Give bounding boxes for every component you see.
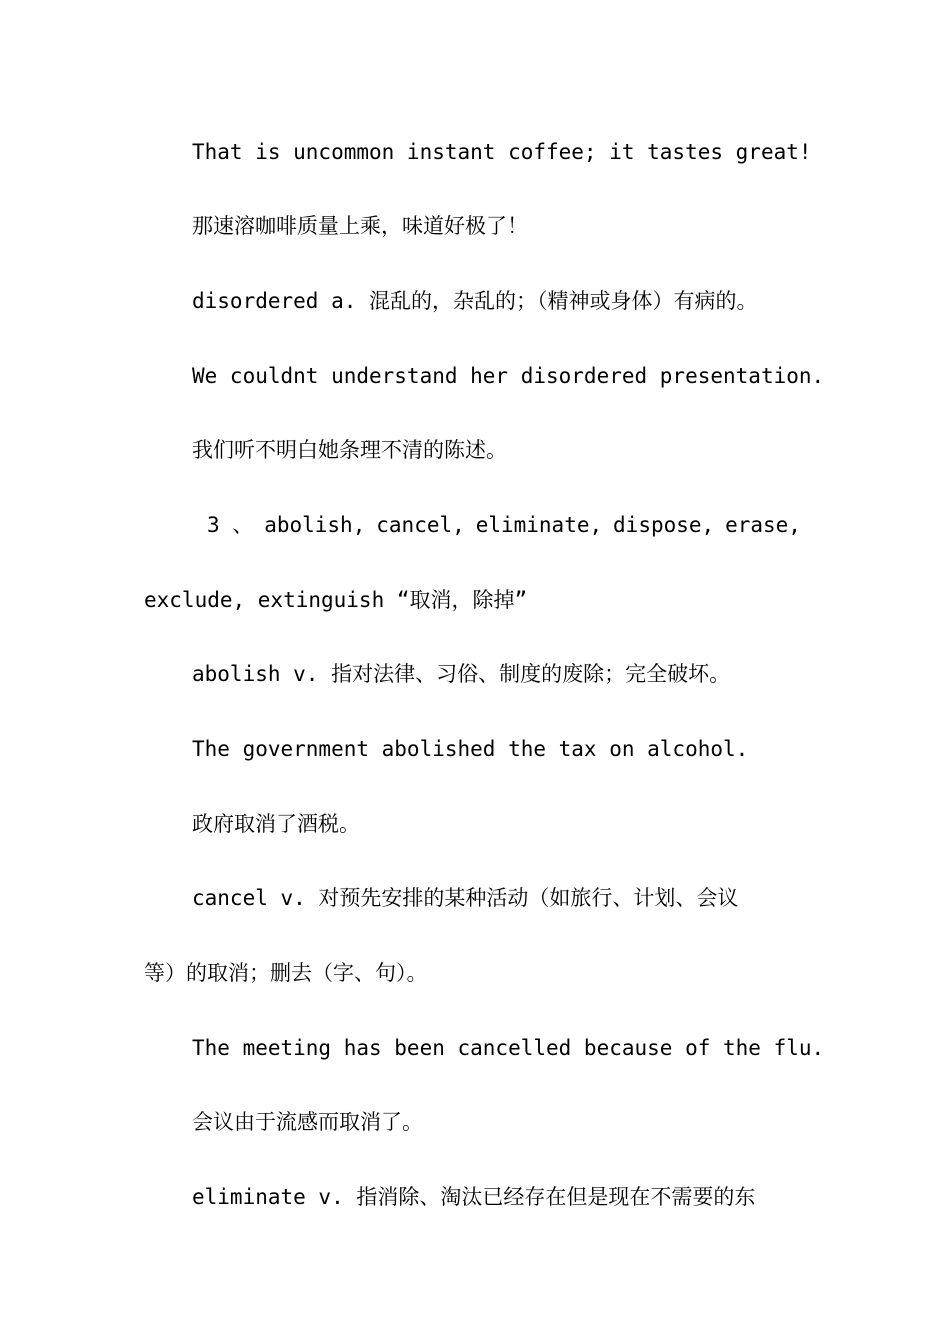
heading-word: erase, (725, 513, 801, 537)
example-sentence: The meeting has been cancelled because of the flu. (192, 1036, 825, 1060)
definition-line: disordered a. 混乱的，杂乱的；（精神或身体）有病的。 (192, 289, 758, 313)
example-sentence: That is uncommon instant coffee; it tastes great! (192, 140, 812, 164)
heading-word: cancel, (376, 513, 465, 537)
section-heading-words (207, 505, 801, 545)
definition-line: abolish v. 指对法律、习俗、制度的废除；完全破坏。 (192, 662, 731, 686)
heading-word: eliminate, (475, 513, 603, 537)
translation-line: 我们听不明白她条理不清的陈述。 (192, 438, 507, 462)
translation-line: 政府取消了酒税。 (192, 812, 360, 836)
example-sentence: We couldnt understand her disordered presentation. (192, 364, 825, 388)
translation-line: 那速溶咖啡质量上乘，味道好极了！ (192, 214, 528, 238)
heading-number: 3 、 (207, 513, 254, 537)
definition-line: eliminate v. 指消除、淘汰已经存在但是现在不需要的东 (192, 1185, 756, 1209)
definition-line: cancel v. 对预先安排的某种活动（如旅行、计划、会议 (192, 886, 739, 910)
section-heading-continuation: exclude, extinguish “取消，除掉” (144, 588, 528, 612)
heading-word: dispose, (613, 513, 715, 537)
example-sentence: The government abolished the tax on alcohol. (192, 737, 749, 761)
definition-continuation: 等）的取消；删去（字、句）。 (144, 961, 428, 985)
section-heading (0, 505, 950, 545)
heading-word: abolish, (264, 513, 366, 537)
translation-line: 会议由于流感而取消了。 (192, 1110, 423, 1134)
